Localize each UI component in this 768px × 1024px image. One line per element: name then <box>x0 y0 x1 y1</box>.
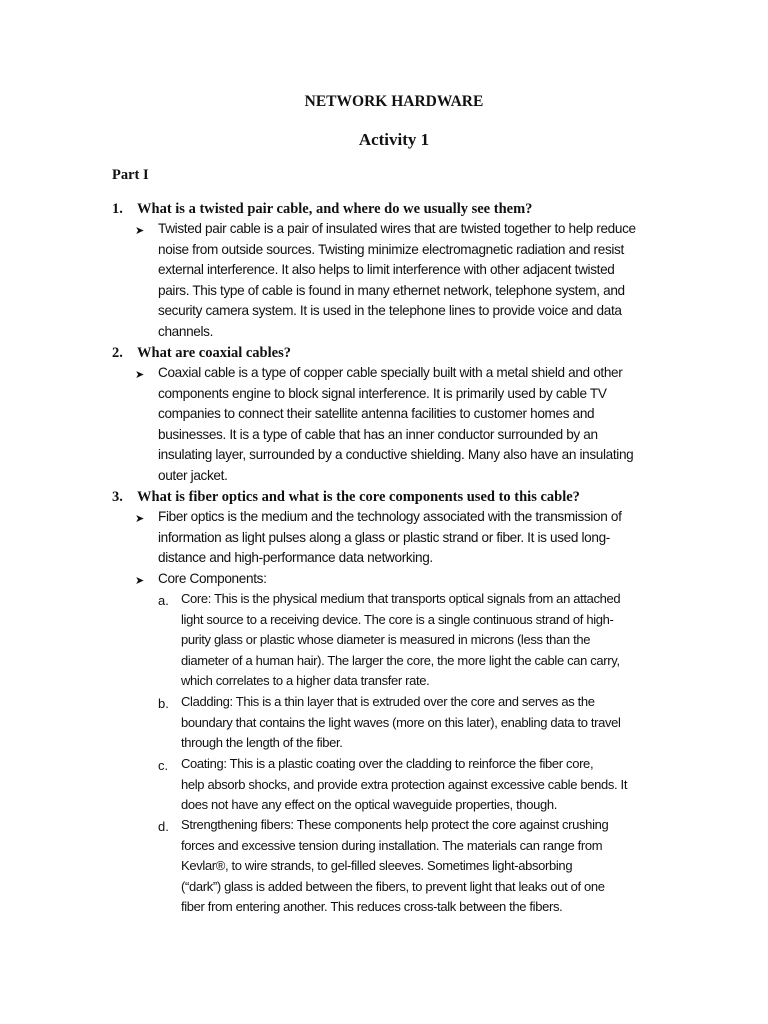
component-line: boundary that contains the light waves (more on this later), enabling data to travel <box>181 714 621 730</box>
question-text: What is fiber optics and what is the core components used to this cable? <box>137 489 580 505</box>
component-line: does not have any effect on the optical waveguide properties, though. <box>181 797 558 813</box>
arrow-bullet-icon: ➤ <box>135 512 145 525</box>
answer-line: security camera system. It is used in the telephone lines to provide voice and data <box>158 303 622 319</box>
component-line: Coating: This is a plastic coating over the cladding to reinforce the fiber core, <box>181 756 594 771</box>
component-paragraph <box>181 589 620 692</box>
question-text: What is a twisted pair cable, and where do we usually see them? <box>137 201 533 217</box>
component-line: Strengthening fibers: These components help protect the core against crushing <box>181 817 609 832</box>
component-line: forces and excessive tension during installation. The materials can range from <box>181 837 603 853</box>
answer-line: noise from outside sources. Twisting minimize electromagnetic radiation and resist <box>158 241 624 257</box>
component-line: Core: This is the physical medium that transports optical signals from an attached <box>181 591 621 606</box>
component-paragraph <box>181 815 608 918</box>
document-subtitle: Activity 1 <box>358 130 430 149</box>
question-text: What are coaxial cables? <box>137 345 291 361</box>
answer-paragraph <box>158 219 636 343</box>
list-letter: b. <box>158 696 169 711</box>
component-line: through the length of the fiber. <box>181 735 343 751</box>
arrow-bullet-icon: ➤ <box>135 574 145 587</box>
list-letter: a. <box>158 593 169 608</box>
answer-line: components engine to block signal interference. It is primarily used by cable TV <box>158 385 607 401</box>
component-paragraph <box>181 692 621 754</box>
answer-line: outer jacket. <box>158 467 228 483</box>
answer-paragraph <box>158 507 622 569</box>
answer-line: Fiber optics is the medium and the technology associated with the transmission of <box>158 509 622 524</box>
answer-paragraph <box>158 363 633 487</box>
question-number: 1. <box>112 201 123 217</box>
list-letter: c. <box>158 758 169 773</box>
question-number: 2. <box>112 345 123 361</box>
answer-line: businesses. It is a type of cable that has an inner conductor surrounded by an <box>158 426 598 442</box>
answer-line: companies to connect their satellite antenna facilities to customer homes and <box>158 406 595 422</box>
arrow-bullet-icon: ➤ <box>135 224 145 237</box>
answer-line: insulating layer, surrounded by a conductive shielding. Many also have an insulating <box>158 447 634 463</box>
component-line: which correlates to a higher data transfer rate. <box>181 673 430 689</box>
component-line: (“dark”) glass is added between the fibers, to prevent light that leaks out of one <box>181 878 605 894</box>
component-line: light source to a receiving device. The core is a single continuous strand of high- <box>181 611 614 627</box>
answer-paragraph <box>158 569 267 590</box>
answer-line: channels. <box>158 323 214 339</box>
component-line: purity glass or plastic whose diameter is measured in microns (less than the <box>181 632 591 648</box>
answer-line: information as light pulses along a glass or plastic strand or fiber. It is used long- <box>158 529 610 545</box>
answer-line: external interference. It also helps to limit interference with other adjacent twisted <box>158 262 615 278</box>
answer-line: Twisted pair cable is a pair of insulated wires that are twisted together to help reduce <box>158 221 636 236</box>
answer-line: pairs. This type of cable is found in many ethernet network, telephone system, and <box>158 282 625 298</box>
question-number: 3. <box>112 489 123 505</box>
component-line: Kevlar®, to wire strands, to gel-filled sleeves. Sometimes light-absorbing <box>181 858 573 874</box>
part-heading: Part I <box>112 167 149 183</box>
component-paragraph <box>181 754 627 816</box>
component-line: help absorb shocks, and provide extra protection against excessive cable bends. It <box>181 776 628 792</box>
document-title: NETWORK HARDWARE <box>304 93 484 110</box>
list-letter: d. <box>158 819 169 834</box>
component-line: fiber from entering another. This reduces cross-talk between the fibers. <box>181 899 563 915</box>
component-line: Cladding: This is a thin layer that is extruded over the core and serves as the <box>181 694 595 709</box>
answer-line: Coaxial cable is a type of copper cable specially built with a metal shield and other <box>158 365 623 380</box>
component-line: diameter of a human hair). The larger the core, the more light the cable can carry, <box>181 652 620 668</box>
answer-line: distance and high-performance data networking. <box>158 550 433 566</box>
answer-line: Core Components: <box>158 571 267 586</box>
arrow-bullet-icon: ➤ <box>135 368 145 381</box>
